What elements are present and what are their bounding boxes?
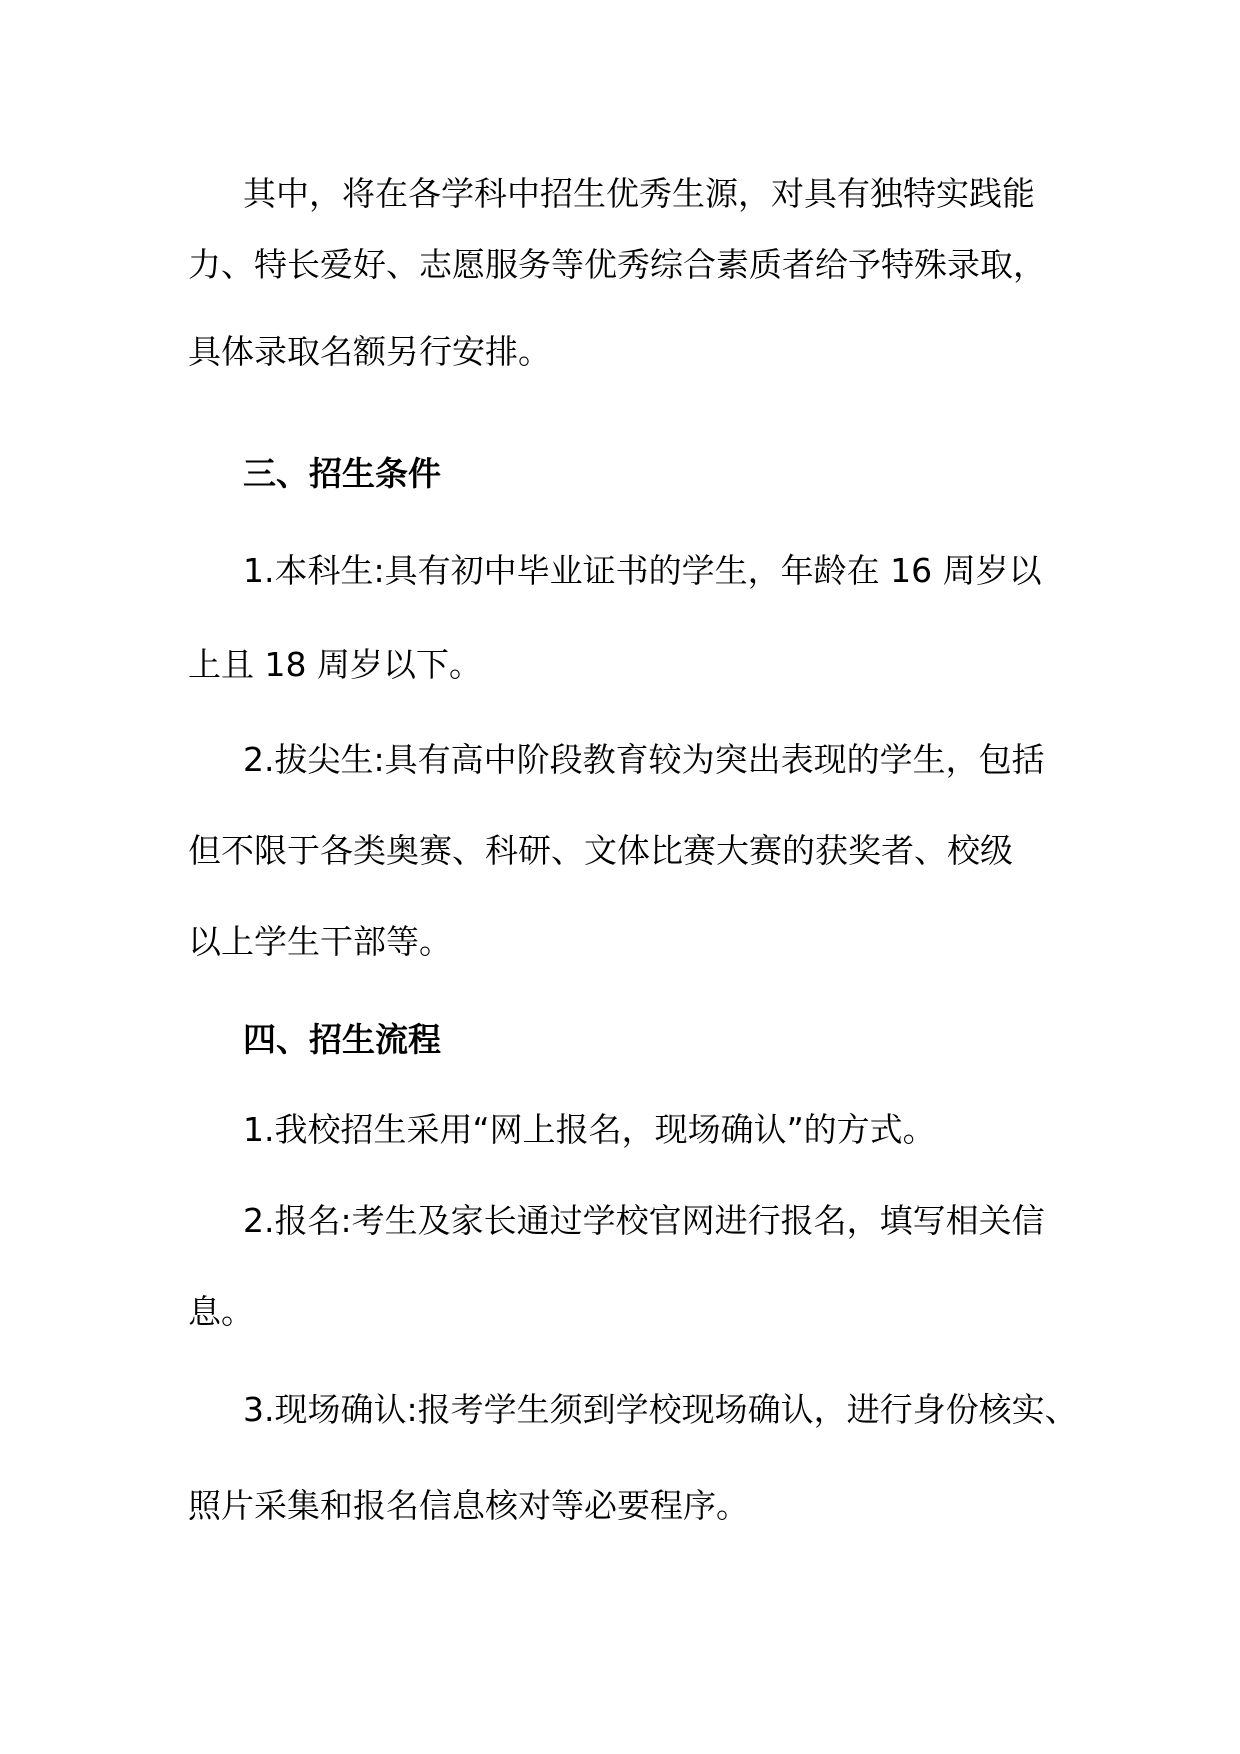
paragraph-line: 1.我校招生采用“网上报名，现场确认”的方式。 [243,1110,936,1149]
paragraph-line: 3.现场确认:报考学生须到学校现场确认，进行身份核实、 [243,1390,1078,1429]
paragraph-line: 照片采集和报名信息核对等必要程序。 [188,1486,749,1525]
paragraph-line: 力、特长爱好、志愿服务等优秀综合素质者给予特殊录取， [188,245,1046,284]
paragraph-line: 以上学生干部等。 [188,922,452,961]
paragraph-line: 2.报名:考生及家长通过学校官网进行报名，填写相关信 [243,1201,1045,1240]
paragraph-line: 1.本科生:具有初中毕业证书的学生，年龄在 16 周岁以 [243,551,1042,590]
section-heading: 三、招生条件 [243,454,441,493]
paragraph-line: 具体录取名额另行安排。 [188,332,551,371]
paragraph-line: 但不限于各类奥赛、科研、文体比赛大赛的获奖者、校级 [188,831,1013,870]
paragraph-line: 2.拔尖生:具有高中阶段教育较为突出表现的学生，包括 [243,740,1045,779]
paragraph-line: 息。 [188,1292,254,1331]
paragraph-line: 上且 18 周岁以下。 [188,645,482,684]
paragraph-line: 其中，将在各学科中招生优秀生源，对具有独特实践能 [243,174,1035,213]
section-heading: 四、招生流程 [243,1020,441,1059]
